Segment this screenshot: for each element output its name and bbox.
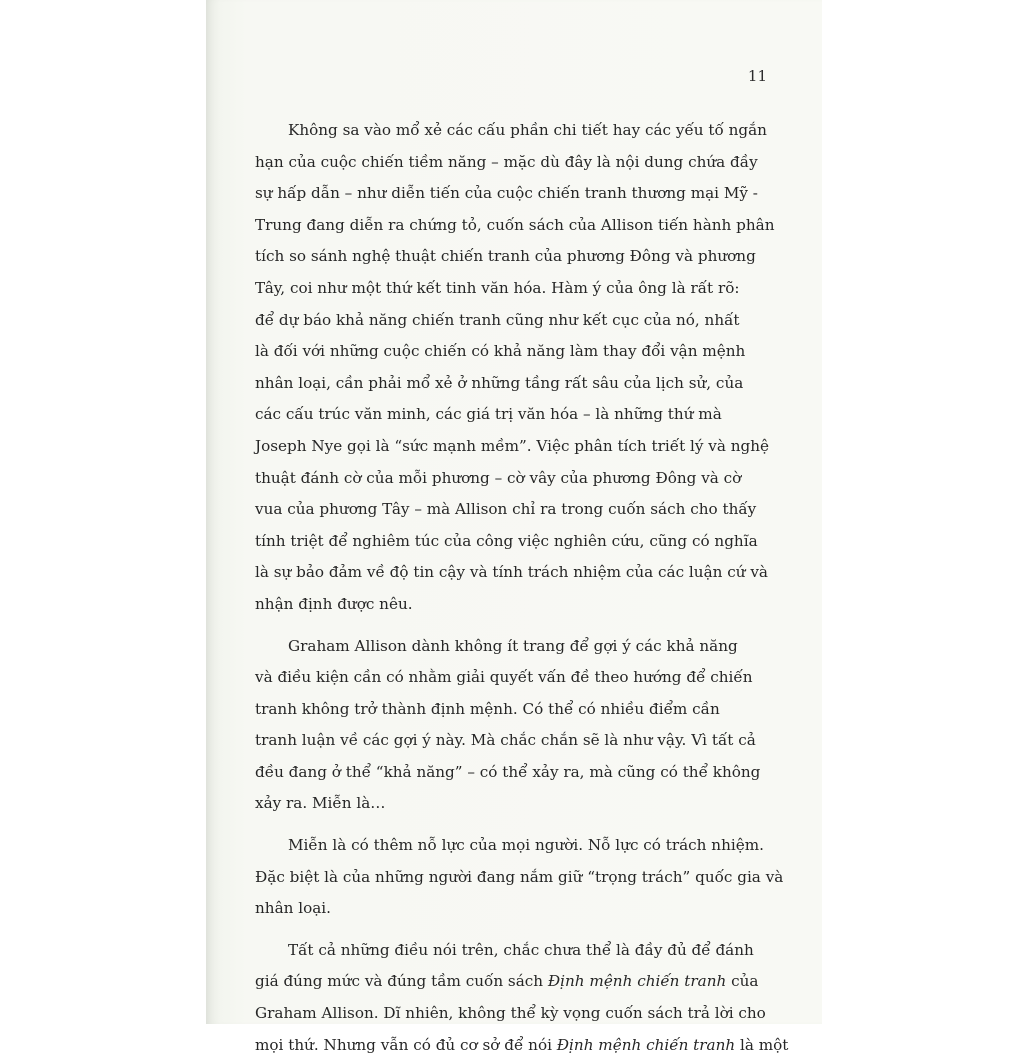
text-line: Joseph Nye gọi là “sức mạnh mềm”. Việc phân tích triết lý và nghệ bbox=[255, 436, 770, 455]
paragraph-3 bbox=[255, 830, 797, 925]
text-segment: là một bbox=[735, 1035, 789, 1054]
book-title-italic: Định mệnh chiến tranh bbox=[547, 972, 727, 991]
text-line: tính triệt để nghiêm túc của công việc nghiên cứu, cũng có nghĩa bbox=[255, 531, 758, 550]
text-segment: mọi thứ. Nhưng vẫn có đủ cơ sở để nói bbox=[255, 1035, 557, 1054]
text-line: Miễn là có thêm nỗ lực của mọi người. Nỗ lực có trách nhiệm. bbox=[288, 836, 764, 855]
text-line: đều đang ở thể “khả năng” – có thể xảy ra, mà cũng có thể không bbox=[255, 762, 761, 781]
text-line: Trung đang diễn ra chứng tỏ, cuốn sách của Allison tiến hành phân bbox=[255, 215, 775, 234]
text-line: và điều kiện cần có nhằm giải quyết vấn đề theo hướng để chiến bbox=[255, 668, 753, 687]
text-line: sự hấp dẫn – như diễn tiến của cuộc chiến tranh thương mại Mỹ - bbox=[255, 184, 758, 203]
text-line: tích so sánh nghệ thuật chiến tranh của phương Đông và phương bbox=[255, 247, 756, 266]
text-line: nhận định được nêu. bbox=[255, 594, 413, 613]
text-line: Graham Allison dành không ít trang để gợi ý các khả năng bbox=[288, 636, 738, 655]
text-line: Tây, coi như một thứ kết tinh văn hóa. Hàm ý của ông là rất rõ: bbox=[255, 278, 740, 297]
paragraph-2 bbox=[255, 631, 797, 821]
book-page bbox=[206, 0, 822, 1054]
text-line: hạn của cuộc chiến tiềm năng – mặc dù đây là nội dung chứa đầy bbox=[255, 152, 758, 171]
text-line bbox=[255, 1030, 797, 1061]
text-segment: giá đúng mức và đúng tầm cuốn sách bbox=[255, 972, 548, 991]
page-number: 11 bbox=[747, 67, 767, 85]
text-line: thuật đánh cờ của mỗi phương – cờ vây của phương Đông và cờ bbox=[255, 468, 742, 487]
text-line: để dự báo khả năng chiến tranh cũng như kết cục của nó, nhất bbox=[255, 310, 740, 329]
text-line: tranh luận về các gợi ý này. Mà chắc chắn sẽ là như vậy. Vì tất cả bbox=[255, 731, 756, 750]
paragraph-4 bbox=[255, 935, 797, 1061]
text-line: Graham Allison. Dĩ nhiên, không thể kỳ vọng cuốn sách trả lời cho bbox=[255, 1004, 766, 1023]
text-line: nhân loại. bbox=[255, 899, 331, 918]
text-segment: của bbox=[726, 972, 759, 991]
text-line: nhân loại, cần phải mổ xẻ ở những tầng rất sâu của lịch sử, của bbox=[255, 373, 744, 392]
body-text bbox=[255, 115, 797, 1061]
book-title-italic: Định mệnh chiến tranh bbox=[556, 1035, 736, 1054]
text-line: là đối với những cuộc chiến có khả năng làm thay đổi vận mệnh bbox=[255, 342, 746, 361]
text-line: Tất cả những điều nói trên, chắc chưa thể là đầy đủ để đánh bbox=[288, 940, 754, 959]
text-line: các cấu trúc văn minh, các giá trị văn hóa – là những thứ mà bbox=[255, 405, 722, 424]
text-line: Không sa vào mổ xẻ các cấu phần chi tiết hay các yếu tố ngắn bbox=[288, 121, 767, 139]
text-line: tranh không trở thành định mệnh. Có thể có nhiều điểm cần bbox=[255, 699, 720, 718]
text-line bbox=[255, 966, 797, 998]
text-line: vua của phương Tây – mà Allison chỉ ra trong cuốn sách cho thấy bbox=[255, 500, 757, 519]
text-line: xảy ra. Miễn là… bbox=[255, 794, 386, 813]
text-line: Đặc biệt là của những người đang nắm giữ “trọng trách” quốc gia và bbox=[255, 867, 784, 886]
paragraph-1 bbox=[255, 115, 797, 621]
text-line: là sự bảo đảm về độ tin cậy và tính trách nhiệm của các luận cứ và bbox=[255, 563, 768, 582]
